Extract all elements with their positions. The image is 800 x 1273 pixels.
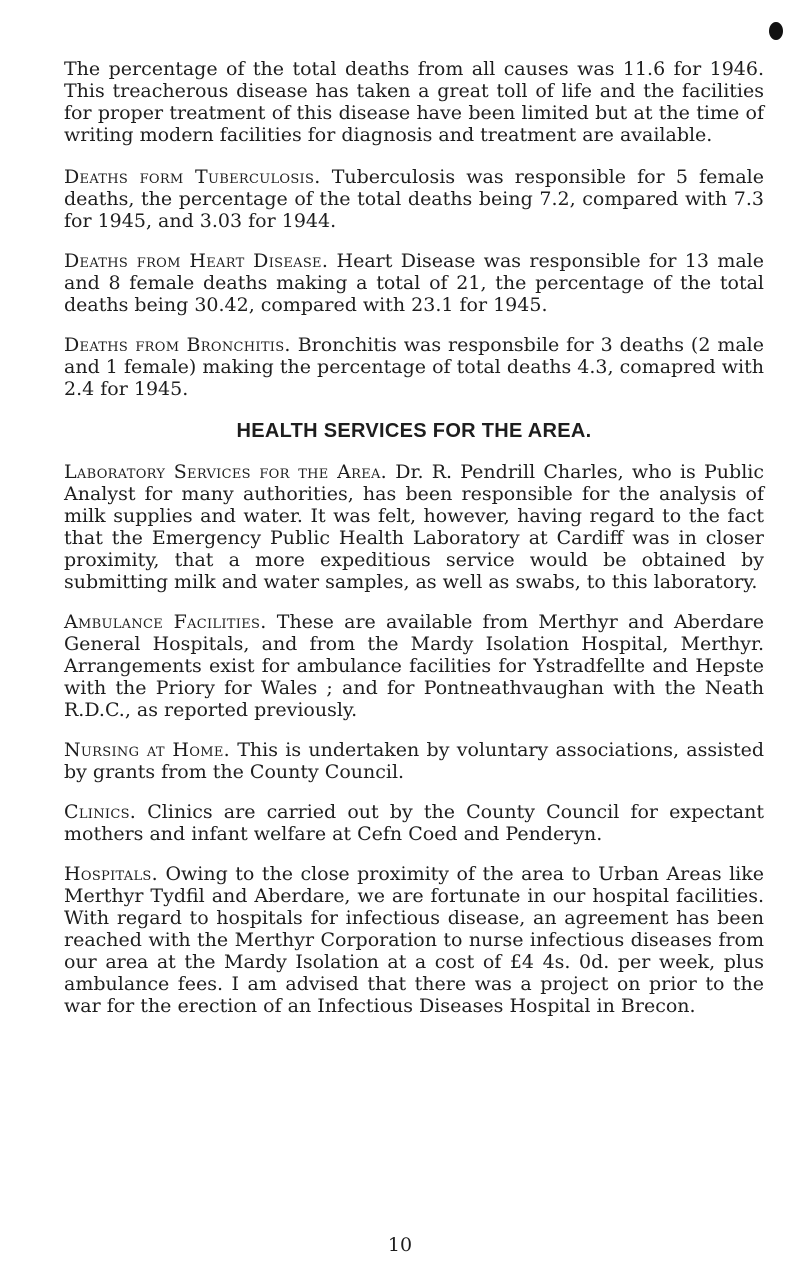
section-text: Owing to the close proximity of the area to Urban Areas like Merthyr Tydfil and Aberdare, we are fortunate in our hospital facilities. With regard to hospitals for infectious disease, an agreement has been reached with the Merthyr Corporation to nurse infectious diseases from our area at the Mardy Isolation at a cost of £4 4s. 0d. per week, plus ambulance fees. I am advised that there was a project on prior to the war for the erection of an Infectious Diseases Hospital in Brecon. bbox=[64, 863, 764, 1017]
section-tuberculosis bbox=[64, 166, 764, 232]
ink-spot bbox=[769, 22, 783, 40]
document-page bbox=[64, 58, 764, 1017]
section-laboratory bbox=[64, 461, 764, 593]
section-text: Tuberculosis was responsible for 5 female deaths, the percentage of the total deaths being 7.2, compared with 7.3 for 1945, and 3.03 for 1944. bbox=[64, 166, 764, 232]
section-text: Bronchitis was responsbile for 3 deaths (2 male and 1 female) making the percentage of total deaths 4.3, comapred with 2.4 for 1945. bbox=[64, 334, 764, 400]
section-hospitals bbox=[64, 863, 764, 1017]
section-text: Dr. R. Pendrill Charles, who is Public Analyst for many authorities, has been responsible for the analysis of milk supplies and water. It was felt, however, having regard to the fact that the Emergency Public Health Laboratory at Cardiff was in closer proximity, that a more expeditious service would be obtained by submitting milk and water samples, as well as swabs, to this laboratory. bbox=[64, 461, 764, 593]
section-heading: Nursing at Home. bbox=[64, 739, 230, 761]
section-nursing bbox=[64, 739, 764, 783]
section-heading: Deaths from Bronchitis. bbox=[64, 334, 291, 356]
page-number: 10 bbox=[387, 1234, 413, 1256]
section-text: These are available from Merthyr and Aberdare General Hospitals, and from the Mardy Isolation Hospital, Merthyr. Arrangements exist for ambulance facilities for Ystradfellte and Hepste with the Priory for Wales ; and for Pontneathvaughan with the Neath R.D.C., as reported previously. bbox=[64, 611, 764, 721]
section-bronchitis bbox=[64, 334, 764, 400]
section-text: Heart Disease was responsible for 13 male and 8 female deaths making a total of 21, the percentage of the total deaths being 30.42, compared with 23.1 for 1945. bbox=[64, 250, 764, 316]
section-heading: Deaths from Heart Disease. bbox=[64, 250, 329, 272]
section-heading: Ambulance Facilities. bbox=[64, 611, 267, 633]
section-clinics bbox=[64, 801, 764, 845]
section-ambulance bbox=[64, 611, 764, 721]
section-heading: Hospitals. bbox=[64, 863, 158, 885]
intro-paragraph: The percentage of the total deaths from all causes was 11.6 for 1946. This treacherous disease has taken a great toll of life and the facilities for proper treatment of this disease have been limited but at the time of writing modern facilities for diagnosis and treatment are available. bbox=[64, 58, 764, 146]
section-heart-disease bbox=[64, 250, 764, 316]
section-heading: Laboratory Services for the Area. bbox=[64, 461, 388, 483]
section-text: This is undertaken by voluntary associations, assisted by grants from the County Council. bbox=[64, 739, 764, 783]
section-heading: Clinics. bbox=[64, 801, 137, 823]
section-heading: Deaths form Tuberculosis. bbox=[64, 166, 321, 188]
section-text: Clinics are carried out by the County Council for expectant mothers and infant welfare at Cefn Coed and Penderyn. bbox=[64, 801, 765, 845]
main-heading: HEALTH SERVICES FOR THE AREA. bbox=[236, 420, 592, 442]
